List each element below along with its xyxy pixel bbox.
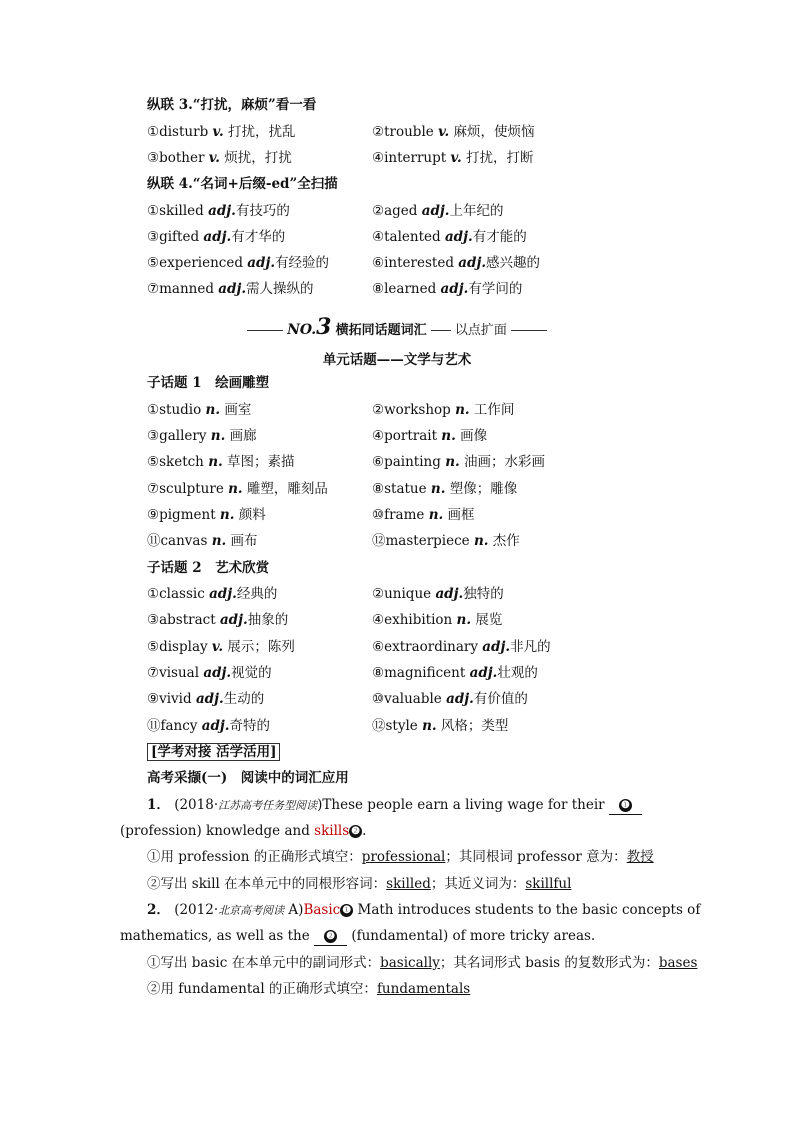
subtopic1-heading: 子话题 1 绘画雕塑	[147, 375, 270, 391]
question-1-sub2: ②写出 skill 在本单元中的同根形容词：skilled；其近义词为：skillful	[147, 876, 572, 892]
vocab-item: ②unique adj.独特的	[372, 586, 504, 602]
vocab-item: ⑥painting n. 油画；水彩画	[372, 454, 545, 470]
banner-title: 横拓同话题词汇	[335, 323, 427, 338]
vocab-item: ⑧statue n. 塑像；雕像	[372, 481, 518, 497]
vocab-item: ⑩valuable adj.有价值的	[372, 691, 528, 707]
vocab-item: ①disturb v. 打扰，扰乱	[147, 124, 296, 140]
question-1-line2: (profession) knowledge and skills ❷ .	[120, 823, 367, 839]
vocab-item: ②aged adj.上年纪的	[372, 203, 504, 219]
vocab-item: ①classic adj.经典的	[147, 586, 278, 602]
marker-1-icon: ❶	[619, 799, 632, 812]
vocab-item: ⑨pigment n. 颜料	[147, 507, 266, 523]
answer-blank[interactable]	[609, 796, 642, 815]
vocab-item: ⑤sketch n. 草图；素描	[147, 454, 295, 470]
question-1-sub1: ①用 profession 的正确形式填空：professional；其同根词 professor 意为：教授	[147, 849, 654, 865]
vocab-item: ⑨vivid adj.生动的	[147, 691, 265, 707]
vocab-item: ⑥extraordinary adj.非凡的	[372, 639, 551, 655]
vocab-item: ⑧learned adj.有学问的	[372, 281, 523, 297]
question-2-sub2: ②用 fundamental 的正确形式填空：fundamentals	[147, 981, 471, 997]
question-2-sub1: ①写出 basic 在本单元中的副词形式：basically；其名词形式 basis 的复数形式为：bases	[147, 955, 698, 971]
marker-1-icon: ❶	[340, 904, 353, 917]
vocab-item: ④exhibition n. 展览	[372, 612, 503, 628]
banner-number: NO.3	[287, 314, 332, 340]
highlighted-word: skills	[314, 823, 350, 839]
marker-2-icon: ❷	[349, 825, 362, 838]
banner-subtitle: 以点扩面	[454, 323, 507, 338]
vocab-item: ⑧magnificent adj.壮观的	[372, 665, 538, 681]
vocab-item: ②workshop n. 工作间	[372, 402, 515, 418]
unit-topic-title: 单元话题——文学与艺术	[322, 352, 472, 368]
section4-heading: 纵联 4.“名词+后缀-ed”全扫描	[147, 176, 338, 192]
banner-rule-right	[511, 330, 547, 331]
vocab-item: ⑦visual adj.视觉的	[147, 665, 272, 681]
vocab-item: ④portrait n. 画像	[372, 428, 488, 444]
vocab-item: ①skilled adj.有技巧的	[147, 203, 290, 219]
vocab-item: ③abstract adj.抽象的	[147, 612, 289, 628]
vocab-item: ④interrupt v. 打扰，打断	[372, 150, 534, 166]
section3-heading: 纵联 3.“打扰，麻烦”看一看	[147, 97, 317, 113]
vocab-item: ③gifted adj.有才华的	[147, 229, 286, 245]
vocab-item: ⑪fancy adj.奇特的	[147, 718, 271, 734]
gaokao-heading: 高考采撷(一) 阅读中的词汇应用	[147, 770, 349, 786]
vocab-item: ③bother v. 烦扰，打扰	[147, 150, 292, 166]
banner-rule-left	[247, 330, 283, 331]
vocab-item: ①studio n. 画室	[147, 402, 252, 418]
vocab-item: ⑥interested adj.感兴趣的	[372, 255, 541, 271]
answer-blank[interactable]	[314, 927, 347, 946]
banner-rule-mid	[431, 330, 451, 331]
subtopic2-heading: 子话题 2 艺术欣赏	[147, 560, 270, 576]
highlighted-word: Basic	[303, 902, 341, 918]
question-1-line1: 1． (2018·江苏高考任务型阅读)These people earn a living wage for their ❶	[147, 796, 702, 815]
vocab-item: ⑪canvas n. 画布	[147, 533, 258, 549]
vocab-item: ③gallery n. 画廊	[147, 428, 257, 444]
question-2-line2: mathematics, as well as the ❷ (fundamental) of more tricky areas.	[120, 928, 596, 944]
practice-tag: [学考对接 活学活用]	[147, 743, 280, 761]
vocab-item: ⑤display v. 展示；陈列	[147, 639, 295, 655]
vocab-item: ⑤experienced adj.有经验的	[147, 255, 330, 271]
vocab-item: ⑩frame n. 画框	[372, 507, 475, 523]
vocab-item: ⑫style n. 风格；类型	[372, 718, 509, 734]
section-banner	[0, 314, 794, 340]
vocab-item: ②trouble v. 麻烦，使烦恼	[372, 124, 535, 140]
vocab-item: ⑫masterpiece n. 杰作	[372, 533, 520, 549]
vocab-item: ⑦manned adj.需人操纵的	[147, 281, 314, 297]
question-2-line1: 2． (2012·北京高考阅读 A)Basic ❶ Math introduces students to the basic concepts of	[147, 902, 701, 918]
vocab-item: ⑦sculpture n. 雕塑，雕刻品	[147, 481, 328, 497]
vocab-item: ④talented adj.有才能的	[372, 229, 527, 245]
marker-2-icon: ❷	[324, 930, 337, 943]
